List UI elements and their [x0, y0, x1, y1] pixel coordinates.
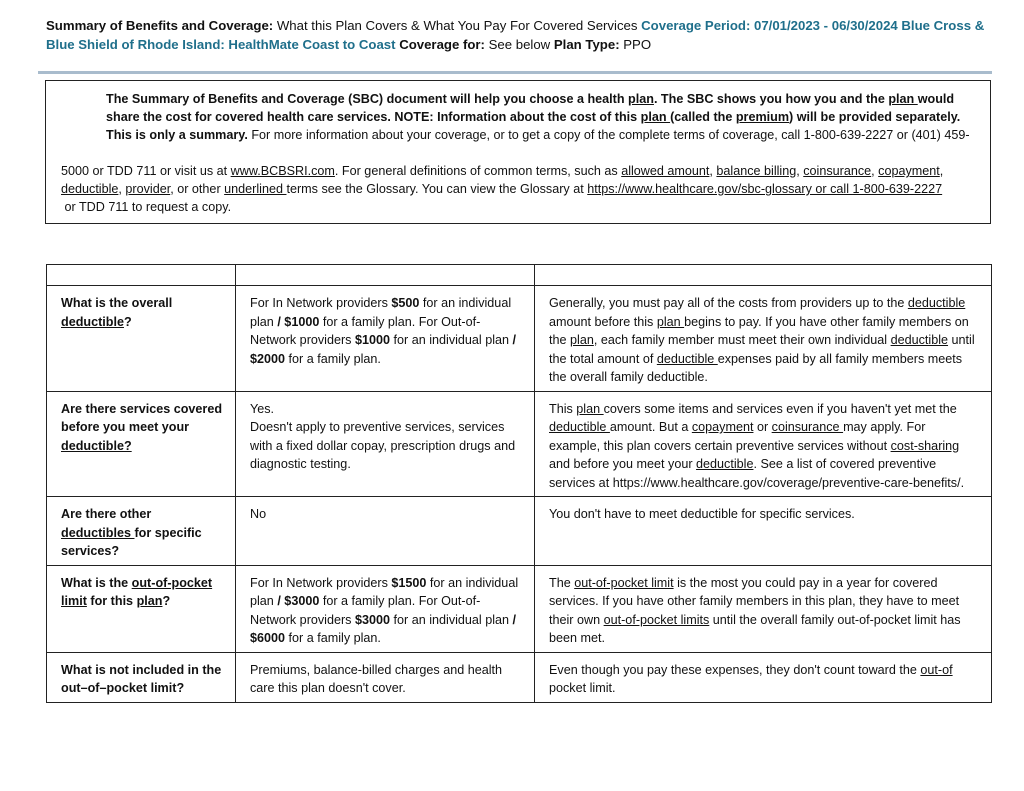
table-row — [47, 565, 992, 652]
question-cell: What is not included in the out–of–pocket limit? — [47, 652, 236, 702]
answer-cell: For In Network providers $1500 for an individual plan / $3000 for a family plan. For Out-of-Network providers $3000 for an individual plan / $6000 for a family plan. — [236, 565, 535, 652]
table-row — [47, 286, 992, 392]
question-cell: Are there services covered before you meet your deductible? — [47, 391, 236, 497]
plan-type-label: Plan Type: — [553, 37, 620, 52]
answer-cell: Premiums, balance-billed charges and health care this plan doesn't cover. — [236, 652, 535, 702]
table-header-row — [47, 265, 992, 286]
question-cell: What is the overall deductible? — [47, 286, 236, 392]
intro-box — [45, 80, 991, 224]
summary-label: Summary of Benefits and Coverage: — [46, 18, 274, 33]
why-cell: You don't have to meet deductible for specific services. — [535, 497, 992, 566]
summary-text: What this Plan Covers & What You Pay For Covered Services — [276, 18, 638, 33]
bcbsri-link[interactable]: www.BCBSRI.com — [230, 164, 335, 178]
intro-paragraph: The Summary of Benefits and Coverage (SBC) document will help you choose a health plan. The SBC shows you how you and the plan would share the cost for covered health care services. NOTE: Information about the cost of this plan (called the premium) will be provided separately. This is only a summary. For more information about your coverage, or to get a copy of the complete terms of coverage, call 1-800-639-2227 or (401) 459- — [106, 92, 970, 142]
header-divider — [38, 71, 992, 74]
table-row — [47, 391, 992, 497]
table-row — [47, 497, 992, 566]
coverage-period: Coverage Period: 07/01/2023 - 06/30/2024 Blue Cross & Blue Shield of Rhode Island: HealthMate Coast to Coast — [46, 18, 985, 52]
plan-type-value: PPO — [623, 37, 652, 52]
question-cell: What is the out-of-pocket limit for this plan? — [47, 565, 236, 652]
intro-paragraph-cont: 5000 or TDD 711 or visit us at www.BCBSRI.com. For general definitions of common terms, such as allowed amount, balance billing, coinsurance, copayment, deductible, provider, or other underlined terms see the Glossary. You can view the Glossary at https://www.healthcare.gov/sbc-glossary or call 1-800-639-2227 or TDD 711 to request a copy. — [61, 164, 944, 214]
why-cell: The out-of-pocket limit is the most you could pay in a year for covered services. If you have other family members in this plan, they have to meet their own out-of-pocket limits until the overall family out-of-pocket limit has been met. — [535, 565, 992, 652]
coverage-for-label: Coverage for: — [399, 37, 485, 52]
glossary-link[interactable]: https://www.healthcare.gov/sbc-glossary or call 1-800-639-2227 — [587, 182, 943, 196]
table-row — [47, 652, 992, 702]
why-cell: Even though you pay these expenses, they don't count toward the out-of pocket limit. — [535, 652, 992, 702]
why-cell: This plan covers some items and services even if you haven't yet met the deductible amount. But a copayment or coinsurance may apply. For example, this plan covers certain preventive services without cost-sharing and before you meet your deductible. See a list of covered preventive services at https://www.healthcare.gov/coverage/preventive-care-benefits/. — [535, 391, 992, 497]
answer-cell: Yes. Doesn't apply to preventive services, services with a fixed dollar copay, prescription drugs and diagnostic testing. — [236, 391, 535, 497]
question-cell: Are there other deductibles for specific services? — [47, 497, 236, 566]
answer-cell: For In Network providers $500 for an individual plan / $1000 for a family plan. For Out-of-Network providers $1000 for an individual plan / $2000 for a family plan. — [236, 286, 535, 392]
answer-cell: No — [236, 497, 535, 566]
why-cell: Generally, you must pay all of the costs from providers up to the deductible amount before this plan begins to pay. If you have other family members on the plan, each family member must meet their own individual deductible until the total amount of deductible expenses paid by all family members meets the overall family deductible. — [535, 286, 992, 392]
document-header — [46, 16, 986, 54]
coverage-for-value: See below — [488, 37, 551, 52]
benefits-table — [46, 264, 992, 703]
